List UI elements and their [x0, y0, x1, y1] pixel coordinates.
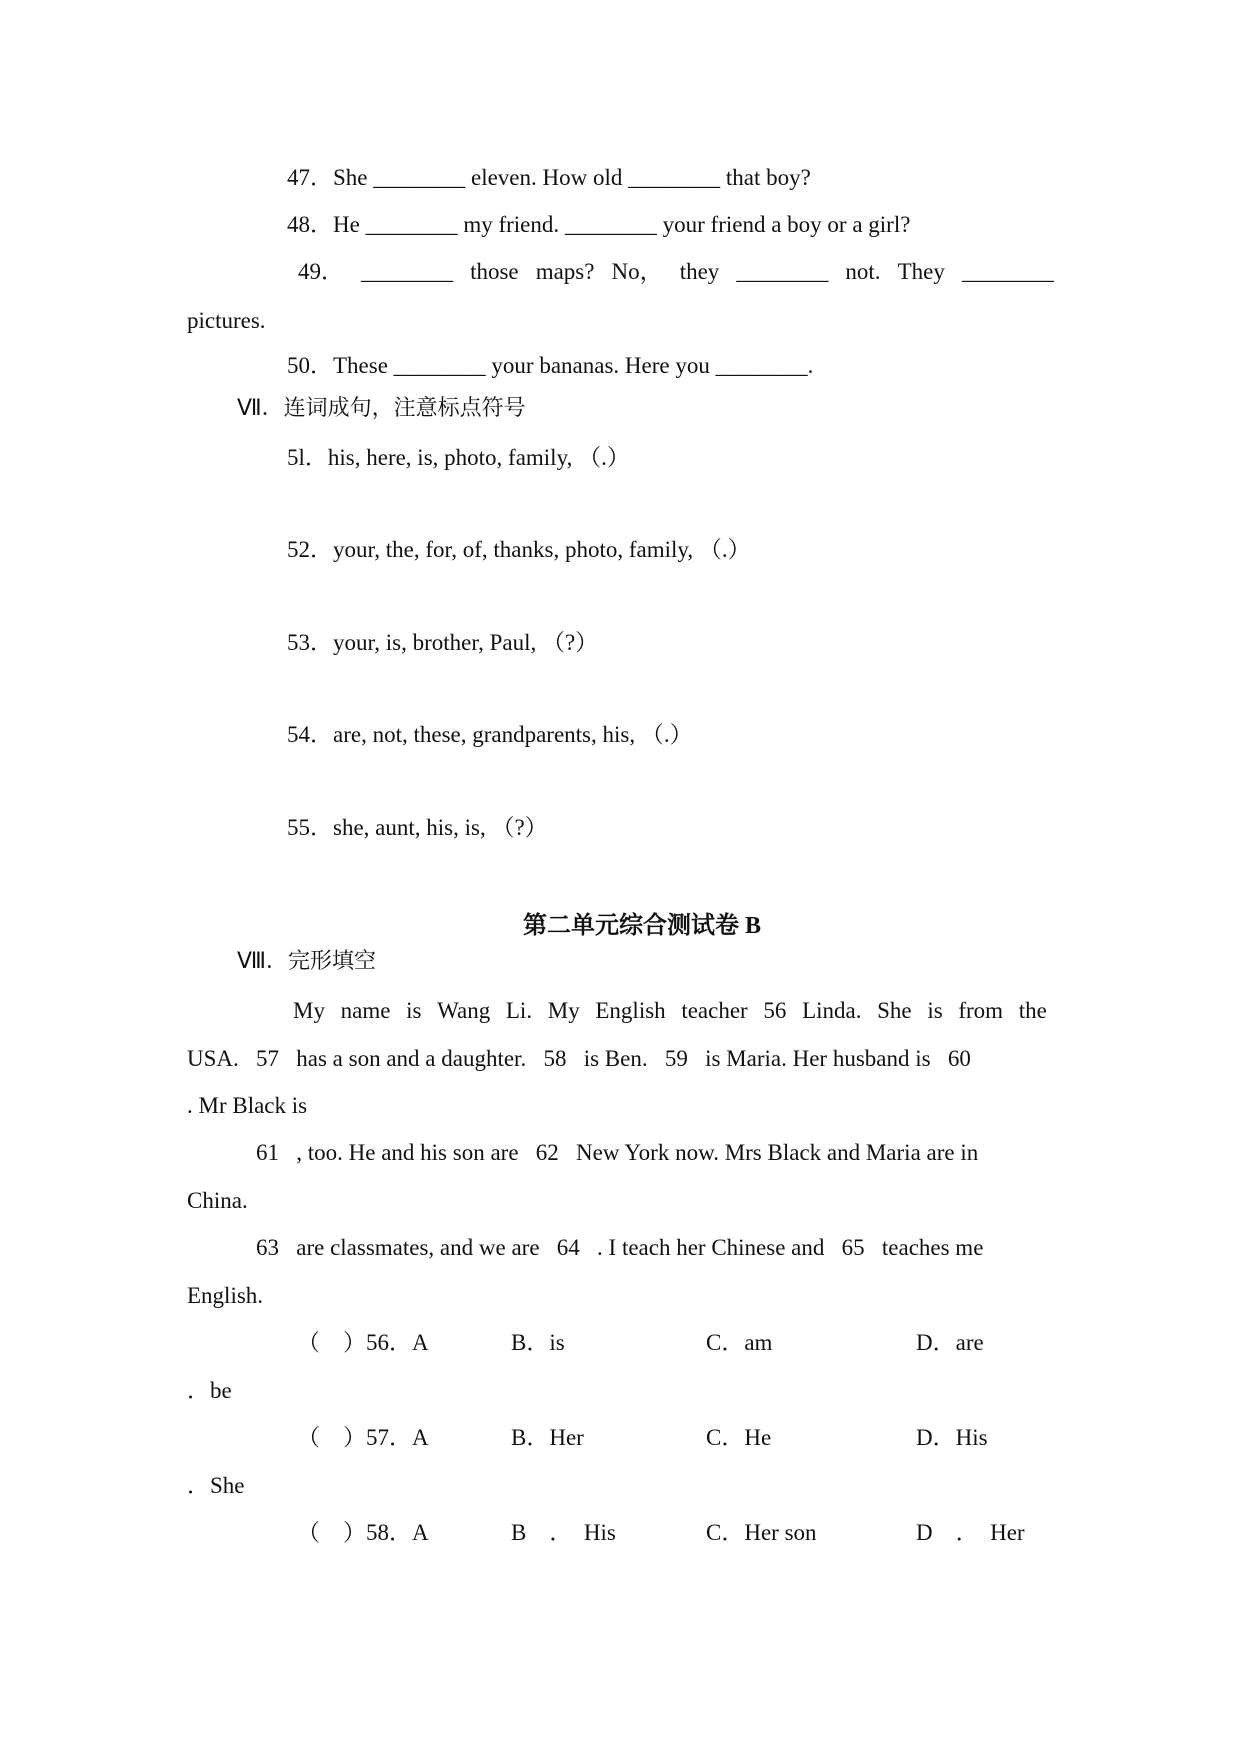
passage-word: My: [293, 998, 325, 1023]
q49-word: 49．: [298, 259, 344, 284]
option-58-number: （ ）58．A: [297, 1520, 429, 1545]
blank-number: 56: [763, 998, 787, 1023]
option-56-a-text: ．be: [187, 1378, 232, 1403]
passage-word: Linda.: [802, 998, 862, 1023]
passage-word: is: [927, 998, 943, 1023]
option-57-c: C．He: [706, 1425, 772, 1450]
section-8-title: Ⅷ．完形填空: [237, 949, 376, 974]
question-49: [298, 260, 1054, 283]
question-50: 50．These ________ your bananas. Here you ________.: [287, 353, 814, 378]
q49-word: they: [679, 259, 720, 284]
passage-word: Wang: [437, 998, 491, 1023]
question-47: 47．She ________ eleven. How old ________ that boy?: [287, 165, 811, 190]
passage-word: Li.: [505, 998, 533, 1023]
passage-line-6: 63 are classmates, and we are 64 . I teach her Chinese and 65 teaches me: [256, 1235, 984, 1260]
passage-word: My: [547, 998, 580, 1023]
passage-line-1: [293, 999, 1047, 1022]
passage-word: is: [406, 998, 422, 1023]
passage-word: from: [958, 998, 1004, 1023]
option-56-d: D．are: [916, 1330, 984, 1355]
question-51: 5l．his, here, is, photo, family, （.）: [287, 445, 630, 470]
option-56-c: C．am: [706, 1330, 773, 1355]
option-57-a-text: ．She: [187, 1473, 245, 1498]
passage-line-3: . Mr Black is: [187, 1093, 308, 1118]
section-7-title: Ⅶ．连词成句，注意标点符号: [237, 396, 526, 421]
option-58-b: B ． His: [511, 1520, 616, 1545]
passage-word: She: [877, 998, 912, 1023]
q49-word: not.: [845, 259, 881, 284]
option-58-d: D ． Her: [916, 1520, 1025, 1545]
question-52: 52．your, the, for, of, thanks, photo, family, （.）: [287, 537, 751, 562]
option-56-number: （ ）56．A: [297, 1330, 429, 1355]
question-54: 54．are, not, these, grandparents, his, （.）: [287, 722, 693, 747]
passage-line-7: English.: [187, 1283, 264, 1308]
passage-line-4: 61 , too. He and his son are 62 New York now. Mrs Black and Maria are in: [256, 1140, 979, 1165]
test-title: 第二单元综合测试卷 B: [522, 913, 761, 939]
option-57-number: （ ）57．A: [297, 1425, 429, 1450]
q49-word: maps?: [535, 259, 595, 284]
option-57-d: D．His: [916, 1425, 988, 1450]
q49-blank: ________: [736, 259, 829, 284]
q49-word: those: [470, 259, 519, 284]
passage-line-5: China.: [187, 1188, 248, 1213]
option-58-c: C．Her son: [706, 1520, 817, 1545]
passage-word: English: [595, 998, 666, 1023]
q49-word: They: [897, 259, 945, 284]
passage-word: name: [340, 998, 391, 1023]
question-53: 53．your, is, brother, Paul, （?）: [287, 630, 599, 655]
option-56-b: B．is: [511, 1330, 565, 1355]
option-57-b: B．Her: [511, 1425, 584, 1450]
question-55: 55．she, aunt, his, is, （?）: [287, 815, 548, 840]
q49-word: No，: [611, 259, 663, 284]
q49-blank: ________: [361, 259, 454, 284]
passage-word: teacher: [681, 998, 748, 1023]
q49-blank: ________: [961, 259, 1054, 284]
question-49-continuation: pictures.: [187, 308, 266, 333]
passage-word: the: [1018, 998, 1047, 1023]
passage-line-2: USA. 57 has a son and a daughter. 58 is Ben. 59 is Maria. Her husband is 60: [187, 1046, 971, 1071]
question-48: 48．He ________ my friend. ________ your friend a boy or a girl?: [287, 212, 911, 237]
